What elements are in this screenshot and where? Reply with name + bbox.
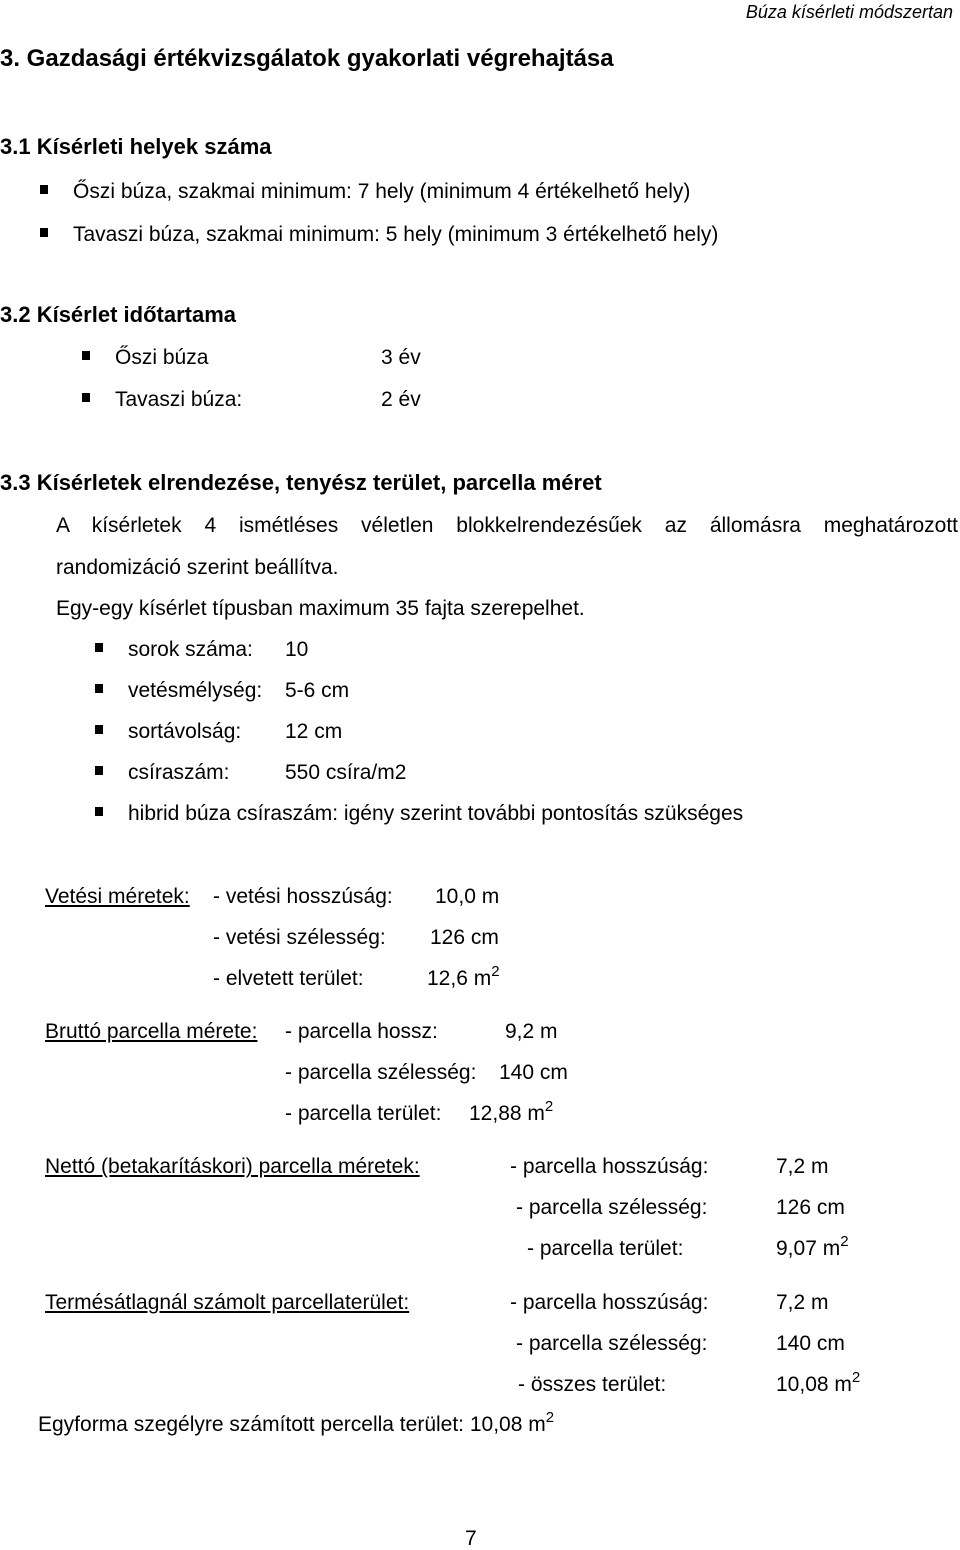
measure-key: - parcella szélesség: [285,1061,477,1084]
param-label: sorok száma: [128,638,253,661]
param-value: 10 [285,638,309,661]
measure-key: - parcella hosszúság: [510,1291,709,1314]
section-3-2-title: 3.2 Kísérlet időtartama [0,302,236,327]
measure-value: 126 cm [430,926,499,949]
measure-value: 140 cm [776,1332,845,1355]
param-label: hibrid búza csíraszám: igény szerint további pontosítás szükséges [128,802,744,825]
measure-key: - vetési hosszúság: [213,885,393,908]
measure-value: 12,6 $m^2$ [427,963,500,990]
duration-value: 3 év [381,346,421,369]
param-label: sortávolság: [128,720,242,743]
bullet-icon [40,185,48,194]
measure-key: - parcella terület: [527,1237,684,1260]
bullet-icon [82,351,90,360]
paragraph-line: A kísérletek 4 ismétléses véletlen blokkelrendezésűek az állomásra meghatározott [56,514,958,537]
brutto-label: Bruttó parcella mérete: [45,1020,258,1043]
bullet-icon [95,725,103,734]
section-3-3-title: 3.3 Kísérletek elrendezése, tenyész terület, parcella méret [0,470,602,495]
egyforma-line: Egyforma szegélyre számított percella terület: 10,08 $m^2$ [38,1409,555,1436]
chapter-title: 3. Gazdasági értékvizsgálatok gyakorlati végrehajtása [0,45,614,72]
param-label: vetésmélység: [128,679,263,702]
list-item: Tavaszi búza, szakmai minimum: 5 hely (minimum 3 értékelhető hely) [73,223,719,246]
section-3-1-title: 3.1 Kísérleti helyek száma [0,134,272,159]
measure-key: - parcella szélesség: [516,1332,708,1355]
page-number: 7 [465,1527,477,1550]
running-header: Búza kísérleti módszertan [745,2,953,22]
termes-label: Termésátlagnál számolt parcellaterület: [45,1291,410,1314]
measure-value: 7,2 m [776,1291,829,1314]
measure-value: 12,88 $m^2$ [469,1098,554,1125]
duration-label: Őszi búza [115,346,209,369]
param-value: 550 csíra/m2 [285,761,407,784]
measure-key: - parcella hossz: [285,1020,438,1043]
paragraph: Egy-egy kísérlet típusban maximum 35 fajta szerepelhet. [56,597,585,620]
measure-key: - vetési szélesség: [213,926,386,949]
duration-value: 2 év [381,388,421,411]
param-label: csíraszám: [128,761,230,784]
measure-key: - elvetett terület: [213,967,364,990]
bullet-icon [95,807,103,816]
measure-key: - parcella szélesség: [516,1196,708,1219]
measure-value: 10,08 $m^2$ [776,1369,861,1396]
bullet-icon [95,766,103,775]
measure-value: 7,2 m [776,1155,829,1178]
measure-value: 10,0 m [435,885,500,908]
param-value: 5-6 cm [285,679,350,702]
measure-key: - összes terület: [518,1373,667,1396]
measure-value: 9,2 m [505,1020,558,1043]
netto-label: Nettó (betakarításkori) parcella méretek: [45,1155,420,1178]
vetesi-label: Vetési méretek: [45,885,190,908]
measure-value: 9,07 $m^2$ [776,1233,849,1260]
bullet-icon [82,393,90,402]
measure-value: 140 cm [499,1061,568,1084]
measure-value: 126 cm [776,1196,845,1219]
bullet-icon [40,228,48,237]
paragraph-line: randomizáció szerint beállítva. [56,556,339,579]
measure-key: - parcella hosszúság: [510,1155,709,1178]
bullet-icon [95,684,103,693]
bullet-icon [95,643,103,652]
param-value: 12 cm [285,720,343,743]
list-item: Őszi búza, szakmai minimum: 7 hely (minimum 4 értékelhető hely) [73,180,691,203]
duration-label: Tavaszi búza: [115,388,243,411]
measure-key: - parcella terület: [285,1102,442,1125]
